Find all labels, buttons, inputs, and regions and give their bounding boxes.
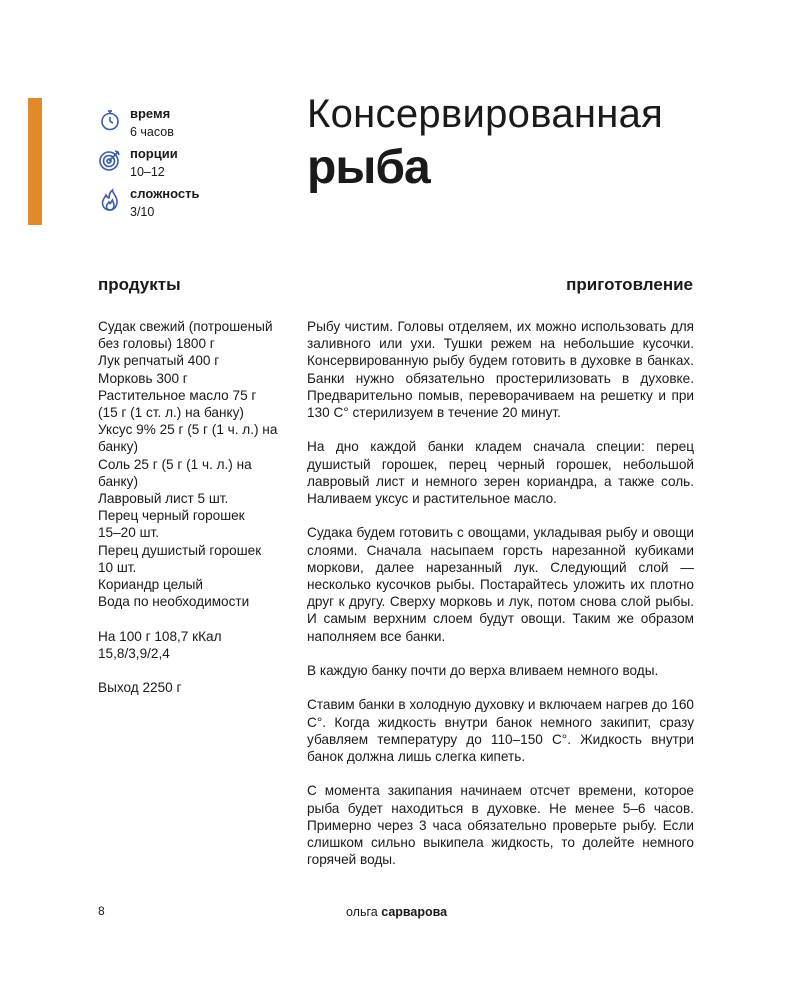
author-last: сарварова xyxy=(381,905,448,919)
meta-label: сложность xyxy=(130,186,200,201)
ingredient-line: Уксус 9% 25 г (5 г (1 ч. л.) на xyxy=(98,422,278,438)
meta-value: 6 часов xyxy=(130,125,174,139)
meta-servings xyxy=(98,146,278,186)
author-name xyxy=(346,905,447,919)
preparation-paragraph: В каждую банку почти до верха вливаем немного воды. xyxy=(307,663,659,679)
preparation-paragraph: На дно каждой банки кладем сначала специи: перец душистый горошек, перец черный горошек, небольшой лавровый лист и немного зерен кориандра, а также соль. Наливаем уксус и растительное масло. xyxy=(307,439,694,507)
ingredient-line: Лавровый лист 5 шт. xyxy=(98,491,229,507)
meta-difficulty xyxy=(98,186,278,226)
meta-value: 3/10 xyxy=(130,205,155,219)
ingredient-line: Лук репчатый 400 г xyxy=(98,353,220,369)
recipe-title-light: Консервированная xyxy=(307,92,664,136)
recipe-title-bold: рыба xyxy=(307,141,430,194)
ingredient-line: Морковь 300 г xyxy=(98,370,188,386)
target-icon xyxy=(98,148,122,172)
preparation-paragraph: С момента закипания начинаем отсчет времени, которое рыба будет находиться в духовке. Не менее 5–6 часов. Примерно через 3 часа обязательно проверьте рыбу. Если слишком сильно выкипела жидкость, то долейте немного горячей воды. xyxy=(307,783,694,868)
ingredient-line: Растительное масло 75 г xyxy=(98,387,257,403)
accent-bar xyxy=(28,98,42,225)
author-first: ольга xyxy=(346,905,378,919)
products-list xyxy=(98,318,283,696)
ingredient-line: Судак свежий (потрошеный xyxy=(98,319,273,334)
ingredient-line: Соль 25 г (5 г (1 ч. л.) на xyxy=(98,456,252,472)
nutrition-macros: 15,8/3,9/2,4 xyxy=(98,645,170,661)
ingredient-line: Кориандр целый xyxy=(98,577,204,593)
ingredient-line: банку) xyxy=(98,473,138,489)
preparation-heading: приготовление xyxy=(566,275,693,294)
page-number: 8 xyxy=(98,904,105,918)
ingredient-line: 10 шт. xyxy=(98,559,137,575)
products-heading: продукты xyxy=(98,275,181,294)
nutrition-calories: На 100 г 108,7 кКал xyxy=(98,628,222,644)
stopwatch-icon xyxy=(98,108,122,132)
ingredient-line: банку) xyxy=(98,439,138,455)
ingredient-line: Вода по необходимости xyxy=(98,594,250,610)
preparation-paragraph: Рыбу чистим. Головы отделяем, их можно использовать для заливного или ухи. Тушки режем на небольшие кусочки. Консервированную рыбу будем готовить в духовке в банках. Банки нужно обязательно простерилизовать в духовке. Предварительно помыв, переворачиваем на решетку и при 130 С° стерилизуем в течение 20 минут. xyxy=(307,319,694,421)
recipe-meta xyxy=(98,106,278,226)
preparation-text xyxy=(307,318,694,886)
ingredient-line: (15 г (1 ст. л.) на банку) xyxy=(98,405,244,421)
preparation-paragraph: Ставим банки в холодную духовку и включаем нагрев до 160 С°. Когда жидкость внутри банок немного закипит, сразу убавляем температуру до 110–150 С°. Жидкость внутри банок должна лишь слегка кипеть. xyxy=(307,697,694,765)
yield: Выход 2250 г xyxy=(98,680,182,696)
meta-value: 10–12 xyxy=(130,165,165,179)
meta-time xyxy=(98,106,278,146)
preparation-paragraph: Судака будем готовить с овощами, укладывая рыбу и овощи слоями. Сначала насыпаем горсть нарезанной кубиками моркови, далее нарезанный лук. Следующий слой — несколько кусочков рыбы. Постарайтесь уложить их плотно друг к другу. Сверху морковь и лук, потом снова слой рыбы. И самым верхним слоем будут овощи. Таким же образом наполняем все банки. xyxy=(307,525,694,644)
meta-label: порции xyxy=(130,146,178,161)
ingredient-line: Перец черный горошек xyxy=(98,508,245,524)
ingredient-line: Перец душистый горошек xyxy=(98,542,262,558)
ingredient-line: 15–20 шт. xyxy=(98,525,159,541)
ingredient-line: без головы) 1800 г xyxy=(98,336,215,352)
flame-icon xyxy=(98,188,122,212)
meta-label: время xyxy=(130,106,171,121)
